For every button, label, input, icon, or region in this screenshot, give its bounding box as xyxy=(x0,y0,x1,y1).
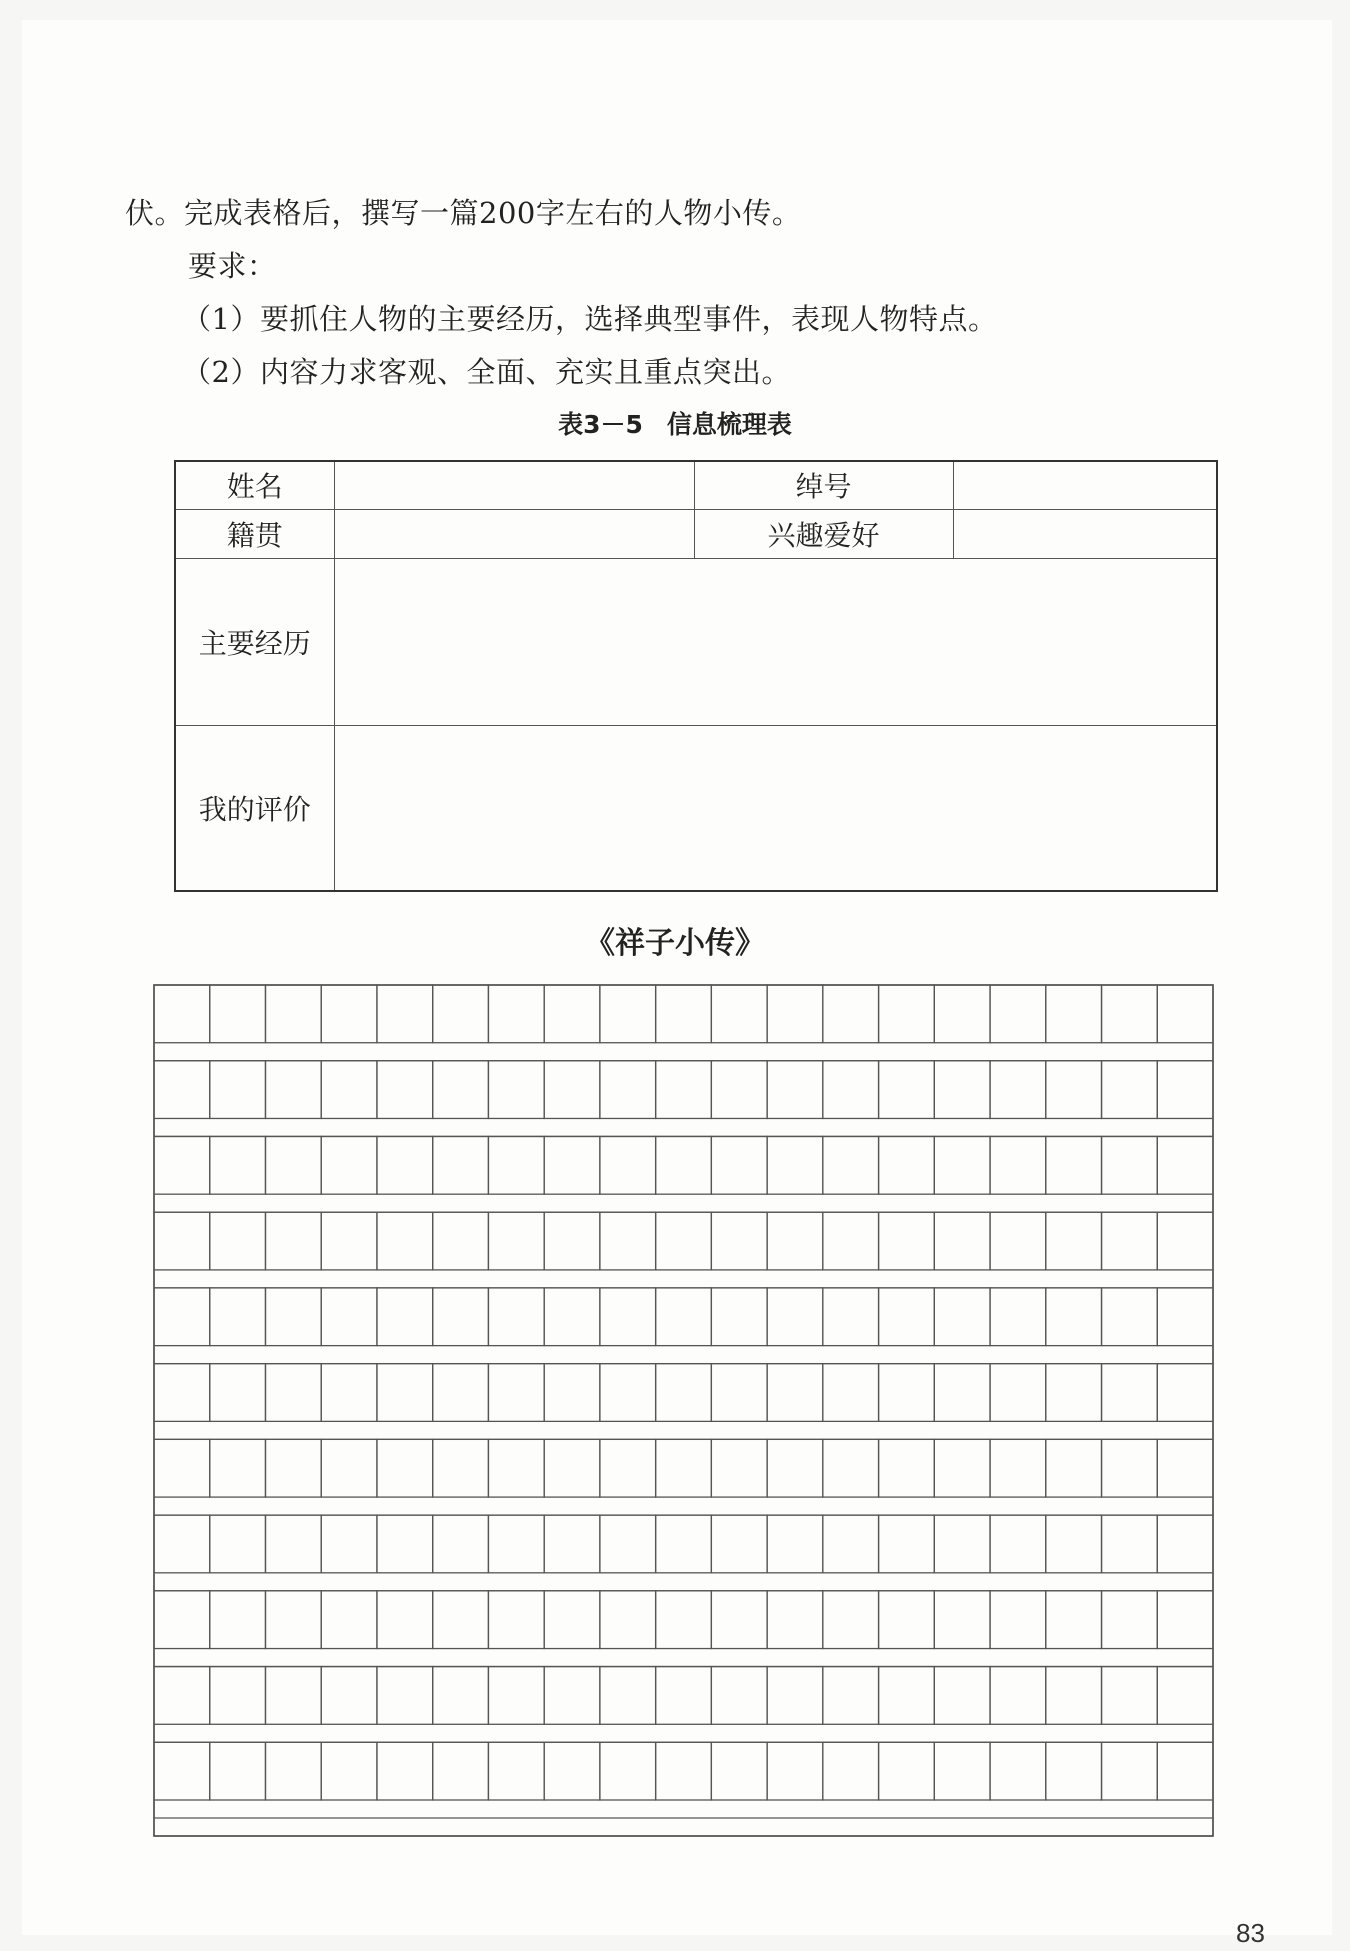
grid-cell[interactable] xyxy=(767,1364,823,1422)
grid-cell[interactable] xyxy=(265,1742,321,1800)
grid-cell[interactable] xyxy=(544,1136,600,1194)
grid-cell[interactable] xyxy=(321,985,377,1043)
grid-cell[interactable] xyxy=(154,1742,210,1800)
grid-cell[interactable] xyxy=(879,1364,935,1422)
grid-cell[interactable] xyxy=(154,985,210,1043)
grid-cell[interactable] xyxy=(1102,1364,1158,1422)
grid-cell[interactable] xyxy=(656,1136,712,1194)
grid-cell[interactable] xyxy=(1157,1061,1213,1119)
grid-cell[interactable] xyxy=(265,1439,321,1497)
grid-cell[interactable] xyxy=(488,1591,544,1649)
grid-cell[interactable] xyxy=(210,1439,266,1497)
grid-cell[interactable] xyxy=(154,1515,210,1573)
grid-cell[interactable] xyxy=(433,1061,489,1119)
grid-cell[interactable] xyxy=(600,1667,656,1725)
grid-cell[interactable] xyxy=(377,1515,433,1573)
grid-row xyxy=(154,1061,1213,1137)
grid-cell[interactable] xyxy=(433,1742,489,1800)
grid-cell[interactable] xyxy=(767,1742,823,1800)
grid-cell[interactable] xyxy=(1157,1136,1213,1194)
grid-cell[interactable] xyxy=(265,1212,321,1270)
grid-cell[interactable] xyxy=(879,985,935,1043)
grid-cell[interactable] xyxy=(600,1515,656,1573)
grid-cell[interactable] xyxy=(879,1061,935,1119)
grid-cell[interactable] xyxy=(823,1288,879,1346)
grid-row xyxy=(154,1212,1213,1288)
grid-cell[interactable] xyxy=(600,1439,656,1497)
grid-cell[interactable] xyxy=(990,1742,1046,1800)
grid-cell[interactable] xyxy=(377,1742,433,1800)
grid-cell[interactable] xyxy=(210,1288,266,1346)
grid-cell[interactable] xyxy=(433,1212,489,1270)
grid-cell[interactable] xyxy=(321,1667,377,1725)
grid-cell[interactable] xyxy=(656,1439,712,1497)
grid-cell[interactable] xyxy=(210,1364,266,1422)
grid-cell[interactable] xyxy=(1157,1439,1213,1497)
grid-cell[interactable] xyxy=(488,1439,544,1497)
grid-cell[interactable] xyxy=(210,1136,266,1194)
grid-cell[interactable] xyxy=(1046,1288,1102,1346)
grid-cell[interactable] xyxy=(321,1061,377,1119)
grid-cell[interactable] xyxy=(767,1212,823,1270)
instruction-line-1: 伏。完成表格后，撰写一篇200字左右的人物小传。 xyxy=(125,196,802,230)
nickname-label: 绰号 xyxy=(694,461,953,509)
grid-cell[interactable] xyxy=(600,1364,656,1422)
grid-cell[interactable] xyxy=(600,1288,656,1346)
grid-cell[interactable] xyxy=(210,1742,266,1800)
grid-cell[interactable] xyxy=(990,985,1046,1043)
grid-cell[interactable] xyxy=(823,1591,879,1649)
grid-cell[interactable] xyxy=(934,1061,990,1119)
grid-cell[interactable] xyxy=(488,1061,544,1119)
grid-cell[interactable] xyxy=(934,1136,990,1194)
grid-cell[interactable] xyxy=(210,1515,266,1573)
grid-cell[interactable] xyxy=(934,1364,990,1422)
hobby-label: 兴趣爱好 xyxy=(694,509,953,558)
grid-cell[interactable] xyxy=(433,1515,489,1573)
grid-cell[interactable] xyxy=(656,1742,712,1800)
page-number: 83 xyxy=(1236,1918,1265,1948)
grid-cell[interactable] xyxy=(711,1364,767,1422)
grid-cell[interactable] xyxy=(656,1591,712,1649)
table-caption-number: 表3－5 xyxy=(558,410,643,439)
grid-cell[interactable] xyxy=(377,1591,433,1649)
experience-label: 主要经历 xyxy=(175,558,334,725)
grid-cell[interactable] xyxy=(1157,985,1213,1043)
grid-cell[interactable] xyxy=(934,1515,990,1573)
grid-cell[interactable] xyxy=(433,1439,489,1497)
grid-cell[interactable] xyxy=(265,1364,321,1422)
grid-cell[interactable] xyxy=(767,1288,823,1346)
grid-cell[interactable] xyxy=(544,1591,600,1649)
grid-cell[interactable] xyxy=(879,1288,935,1346)
grid-cell[interactable] xyxy=(1102,1742,1158,1800)
grid-cell[interactable] xyxy=(1102,1136,1158,1194)
grid-cell[interactable] xyxy=(656,1061,712,1119)
grid-cell[interactable] xyxy=(1157,1288,1213,1346)
grid-cell[interactable] xyxy=(377,1212,433,1270)
grid-cell[interactable] xyxy=(656,1515,712,1573)
grid-cell[interactable] xyxy=(1157,1667,1213,1725)
grid-cell[interactable] xyxy=(1102,1288,1158,1346)
grid-cell[interactable] xyxy=(990,1515,1046,1573)
grid-cell[interactable] xyxy=(823,1742,879,1800)
grid-cell[interactable] xyxy=(1046,1212,1102,1270)
hometown-label: 籍贯 xyxy=(175,509,334,558)
grid-cell[interactable] xyxy=(210,985,266,1043)
grid-cell[interactable] xyxy=(656,1212,712,1270)
grid-cell[interactable] xyxy=(767,1061,823,1119)
grid-row xyxy=(154,1515,1213,1591)
grid-cell[interactable] xyxy=(321,1136,377,1194)
writing-grid-frame xyxy=(154,985,1213,1836)
grid-cell[interactable] xyxy=(823,1515,879,1573)
grid-cell[interactable] xyxy=(154,1667,210,1725)
grid-cell[interactable] xyxy=(1046,985,1102,1043)
grid-cell[interactable] xyxy=(656,1667,712,1725)
grid-cell[interactable] xyxy=(488,985,544,1043)
grid-cell[interactable] xyxy=(433,1591,489,1649)
grid-cell[interactable] xyxy=(433,1364,489,1422)
grid-cell[interactable] xyxy=(265,1515,321,1573)
grid-cell[interactable] xyxy=(265,1667,321,1725)
grid-cell[interactable] xyxy=(600,1136,656,1194)
grid-row xyxy=(154,1288,1213,1364)
grid-cell[interactable] xyxy=(600,1591,656,1649)
grid-cell[interactable] xyxy=(321,1742,377,1800)
grid-cell[interactable] xyxy=(767,1439,823,1497)
grid-cell[interactable] xyxy=(600,985,656,1043)
grid-cell[interactable] xyxy=(154,1061,210,1119)
grid-cell[interactable] xyxy=(1102,1439,1158,1497)
grid-cell[interactable] xyxy=(711,1061,767,1119)
grid-cell[interactable] xyxy=(377,1288,433,1346)
grid-cell[interactable] xyxy=(711,1591,767,1649)
grid-cell[interactable] xyxy=(711,1212,767,1270)
grid-cell[interactable] xyxy=(1046,1591,1102,1649)
grid-cell[interactable] xyxy=(767,985,823,1043)
grid-cell[interactable] xyxy=(377,985,433,1043)
grid-cell[interactable] xyxy=(1102,1212,1158,1270)
grid-cell[interactable] xyxy=(1046,1136,1102,1194)
grid-cell[interactable] xyxy=(210,1212,266,1270)
grid-cell[interactable] xyxy=(154,1288,210,1346)
grid-cell[interactable] xyxy=(656,1288,712,1346)
grid-cell[interactable] xyxy=(321,1288,377,1346)
grid-row xyxy=(154,1667,1213,1743)
grid-cell[interactable] xyxy=(823,1212,879,1270)
grid-cell[interactable] xyxy=(488,1515,544,1573)
grid-cell[interactable] xyxy=(154,1364,210,1422)
grid-cell[interactable] xyxy=(377,1364,433,1422)
grid-cell[interactable] xyxy=(265,985,321,1043)
grid-cell[interactable] xyxy=(711,1288,767,1346)
grid-cell[interactable] xyxy=(1157,1364,1213,1422)
grid-cell[interactable] xyxy=(879,1212,935,1270)
name-label: 姓名 xyxy=(175,461,334,509)
requirements-heading: 要求： xyxy=(188,249,277,283)
grid-cell[interactable] xyxy=(433,985,489,1043)
grid-cell[interactable] xyxy=(154,1136,210,1194)
grid-cell[interactable] xyxy=(1046,1364,1102,1422)
grid-cell[interactable] xyxy=(990,1061,1046,1119)
grid-cell[interactable] xyxy=(879,1136,935,1194)
grid-cell[interactable] xyxy=(934,985,990,1043)
grid-cell[interactable] xyxy=(1102,1515,1158,1573)
grid-cell[interactable] xyxy=(154,1212,210,1270)
grid-cell[interactable] xyxy=(544,985,600,1043)
essay-title: 《祥子小传》 xyxy=(585,926,765,961)
grid-cell[interactable] xyxy=(990,1288,1046,1346)
grid-cell[interactable] xyxy=(488,1212,544,1270)
grid-cell[interactable] xyxy=(879,1515,935,1573)
grid-cell[interactable] xyxy=(154,1439,210,1497)
grid-cell[interactable] xyxy=(823,1136,879,1194)
grid-cell[interactable] xyxy=(544,1742,600,1800)
grid-row xyxy=(154,985,1213,1061)
grid-cell[interactable] xyxy=(767,1667,823,1725)
grid-cell[interactable] xyxy=(823,1439,879,1497)
evaluation-label: 我的评价 xyxy=(175,725,334,891)
grid-cell[interactable] xyxy=(600,1742,656,1800)
grid-cell[interactable] xyxy=(934,1288,990,1346)
grid-cell[interactable] xyxy=(377,1061,433,1119)
grid-cell[interactable] xyxy=(990,1136,1046,1194)
grid-cell[interactable] xyxy=(990,1667,1046,1725)
grid-cell[interactable] xyxy=(1157,1742,1213,1800)
grid-row xyxy=(154,1439,1213,1515)
grid-cell[interactable] xyxy=(265,1288,321,1346)
grid-cell[interactable] xyxy=(1157,1515,1213,1573)
grid-cell[interactable] xyxy=(1046,1742,1102,1800)
requirement-2: （2）内容力求客观、全面、充实且重点突出。 xyxy=(182,355,791,389)
grid-cell[interactable] xyxy=(879,1667,935,1725)
grid-cell[interactable] xyxy=(544,1667,600,1725)
grid-cell[interactable] xyxy=(990,1439,1046,1497)
grid-cell[interactable] xyxy=(321,1591,377,1649)
grid-cell[interactable] xyxy=(265,1591,321,1649)
grid-cell[interactable] xyxy=(377,1667,433,1725)
grid-cell[interactable] xyxy=(600,1061,656,1119)
grid-cell[interactable] xyxy=(544,1212,600,1270)
grid-cell[interactable] xyxy=(377,1439,433,1497)
grid-cell[interactable] xyxy=(154,1591,210,1649)
grid-cell[interactable] xyxy=(934,1667,990,1725)
grid-cell[interactable] xyxy=(544,1061,600,1119)
grid-cell[interactable] xyxy=(488,1667,544,1725)
grid-row xyxy=(154,1136,1213,1212)
grid-cell[interactable] xyxy=(433,1288,489,1346)
grid-cell[interactable] xyxy=(711,1439,767,1497)
grid-cell[interactable] xyxy=(488,1288,544,1346)
grid-cell[interactable] xyxy=(488,1136,544,1194)
grid-cell[interactable] xyxy=(823,1364,879,1422)
grid-cell[interactable] xyxy=(210,1591,266,1649)
grid-cell[interactable] xyxy=(1046,1439,1102,1497)
grid-cell[interactable] xyxy=(934,1591,990,1649)
grid-cell[interactable] xyxy=(265,1136,321,1194)
grid-cell[interactable] xyxy=(544,1515,600,1573)
grid-cell[interactable] xyxy=(1102,1591,1158,1649)
grid-cell[interactable] xyxy=(990,1364,1046,1422)
grid-cell[interactable] xyxy=(1157,1212,1213,1270)
grid-cell[interactable] xyxy=(1046,1667,1102,1725)
grid-cell[interactable] xyxy=(823,1061,879,1119)
grid-cell[interactable] xyxy=(321,1515,377,1573)
grid-cell[interactable] xyxy=(433,1136,489,1194)
grid-cell[interactable] xyxy=(711,1515,767,1573)
grid-cell[interactable] xyxy=(1102,985,1158,1043)
grid-cell[interactable] xyxy=(210,1667,266,1725)
grid-cell[interactable] xyxy=(1102,1667,1158,1725)
grid-cell[interactable] xyxy=(711,985,767,1043)
grid-cell[interactable] xyxy=(544,1439,600,1497)
grid-cell[interactable] xyxy=(823,1667,879,1725)
grid-cell[interactable] xyxy=(600,1212,656,1270)
grid-cell[interactable] xyxy=(767,1136,823,1194)
grid-cell[interactable] xyxy=(1046,1515,1102,1573)
grid-cell[interactable] xyxy=(321,1212,377,1270)
grid-cell[interactable] xyxy=(656,985,712,1043)
grid-cell[interactable] xyxy=(321,1364,377,1422)
grid-cell[interactable] xyxy=(544,1288,600,1346)
table-caption-title: 信息梳理表 xyxy=(666,410,792,439)
grid-cell[interactable] xyxy=(265,1061,321,1119)
grid-cell[interactable] xyxy=(934,1742,990,1800)
grid-cell[interactable] xyxy=(823,985,879,1043)
grid-cell[interactable] xyxy=(1102,1061,1158,1119)
requirement-1: （1）要抓住人物的主要经历，选择典型事件，表现人物特点。 xyxy=(182,302,998,336)
grid-cell[interactable] xyxy=(210,1061,266,1119)
grid-cell[interactable] xyxy=(488,1742,544,1800)
grid-cell[interactable] xyxy=(321,1439,377,1497)
grid-cell[interactable] xyxy=(1046,1061,1102,1119)
grid-cell[interactable] xyxy=(711,1742,767,1800)
grid-cell[interactable] xyxy=(656,1364,712,1422)
grid-cell[interactable] xyxy=(377,1136,433,1194)
grid-cell[interactable] xyxy=(711,1136,767,1194)
grid-cell[interactable] xyxy=(433,1667,489,1725)
grid-cell[interactable] xyxy=(711,1667,767,1725)
grid-cell[interactable] xyxy=(934,1212,990,1270)
grid-cell[interactable] xyxy=(990,1212,1046,1270)
grid-row xyxy=(154,1742,1213,1818)
grid-cell[interactable] xyxy=(879,1439,935,1497)
grid-cell[interactable] xyxy=(879,1742,935,1800)
grid-cell[interactable] xyxy=(488,1364,544,1422)
grid-cell[interactable] xyxy=(1157,1591,1213,1649)
grid-row xyxy=(154,1591,1213,1667)
grid-cell[interactable] xyxy=(544,1364,600,1422)
grid-cell[interactable] xyxy=(990,1591,1046,1649)
grid-cell[interactable] xyxy=(767,1591,823,1649)
grid-cell[interactable] xyxy=(879,1591,935,1649)
grid-cell[interactable] xyxy=(767,1515,823,1573)
grid-row xyxy=(154,1364,1213,1440)
grid-cell[interactable] xyxy=(934,1439,990,1497)
